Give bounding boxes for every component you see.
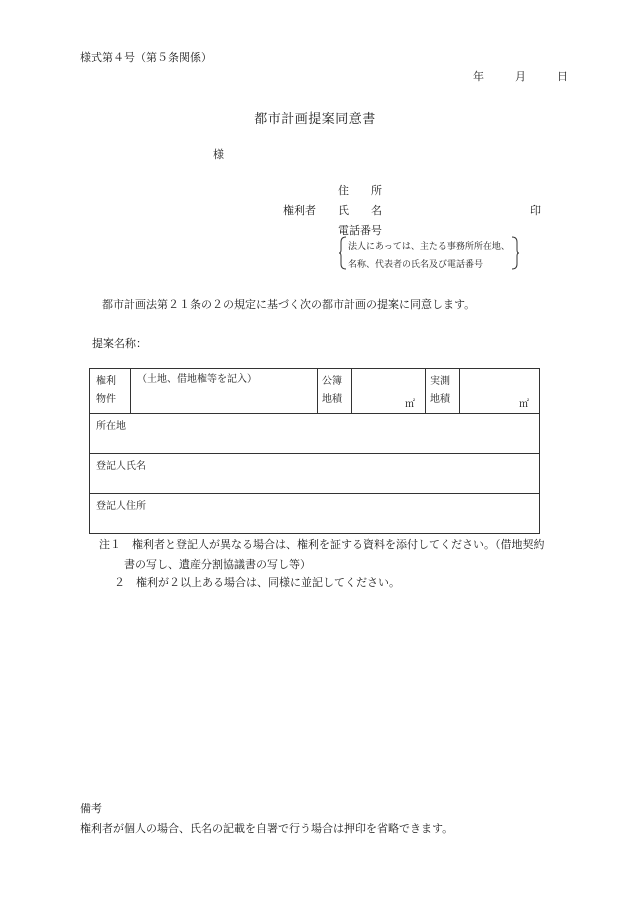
- date-year: 年: [473, 70, 484, 83]
- consent-statement: 都市計画法第２１条の２の規定に基づく次の都市計画の提案に同意します。: [102, 298, 476, 311]
- holder-role-label: 権利者: [283, 204, 316, 217]
- property-label-1: 権利: [96, 376, 116, 387]
- registry-area-label-cell: [318, 369, 352, 414]
- corporate-note-line1: 法人にあっては、主たる事務所所在地、: [348, 242, 510, 252]
- address-label: 住 所: [338, 184, 382, 197]
- document-title: 都市計画提案同意書: [254, 112, 376, 127]
- seal-label: 印: [530, 204, 541, 217]
- measured-area-label-1: 実測: [430, 376, 450, 387]
- note-2: ２ 権利が２以上ある場合は、同様に並記してください。: [114, 576, 400, 589]
- property-value-cell[interactable]: [131, 369, 318, 414]
- registrant-address-label: 登記人住所: [96, 501, 146, 512]
- measured-area-label-2: 地積: [430, 394, 450, 405]
- remarks-text: 権利者が個人の場合、氏名の記載を自署で行う場合は押印を省略できます。: [80, 822, 454, 835]
- registry-area-label-2: 地積: [322, 394, 342, 405]
- date-line: [473, 68, 568, 84]
- registrant-name-label: 登記人氏名: [96, 461, 146, 472]
- form-number: 様式第４号（第５条関係）: [80, 51, 212, 64]
- registrant-address-cell[interactable]: [90, 494, 540, 534]
- note-1-line-b: 書の写し、遺産分割協議書の写し等）: [124, 558, 311, 571]
- property-table: [89, 368, 540, 534]
- phone-label: 電話番号: [338, 224, 382, 237]
- measured-area-unit: ㎡: [519, 399, 529, 410]
- registry-area-unit: ㎡: [405, 399, 415, 410]
- property-label-cell: [90, 369, 131, 414]
- note-1-line-a: 注１ 権利者と登記人が異なる場合は、権利を証する資料を添付してください。（借地契約: [99, 538, 545, 551]
- date-month: 月: [515, 70, 526, 83]
- property-label-2: 物件: [96, 394, 116, 405]
- property-hint: （土地、借地権等を記入）: [137, 374, 257, 385]
- proposal-name-label: 提案名称：: [92, 337, 147, 350]
- corporate-note-line2: 名称、代表者の氏名及び電話番号: [348, 260, 484, 270]
- remarks-heading: 備考: [80, 802, 102, 815]
- registry-area-value-cell[interactable]: [352, 369, 426, 414]
- addressee-suffix: 様: [213, 148, 224, 161]
- location-cell[interactable]: [90, 414, 540, 454]
- measured-area-value-cell[interactable]: [460, 369, 540, 414]
- name-label: 氏 名: [338, 204, 382, 217]
- registrant-name-cell[interactable]: [90, 454, 540, 494]
- location-label: 所在地: [96, 421, 126, 432]
- date-day: 日: [557, 70, 568, 83]
- registry-area-label-1: 公簿: [322, 376, 342, 387]
- measured-area-label-cell: [426, 369, 460, 414]
